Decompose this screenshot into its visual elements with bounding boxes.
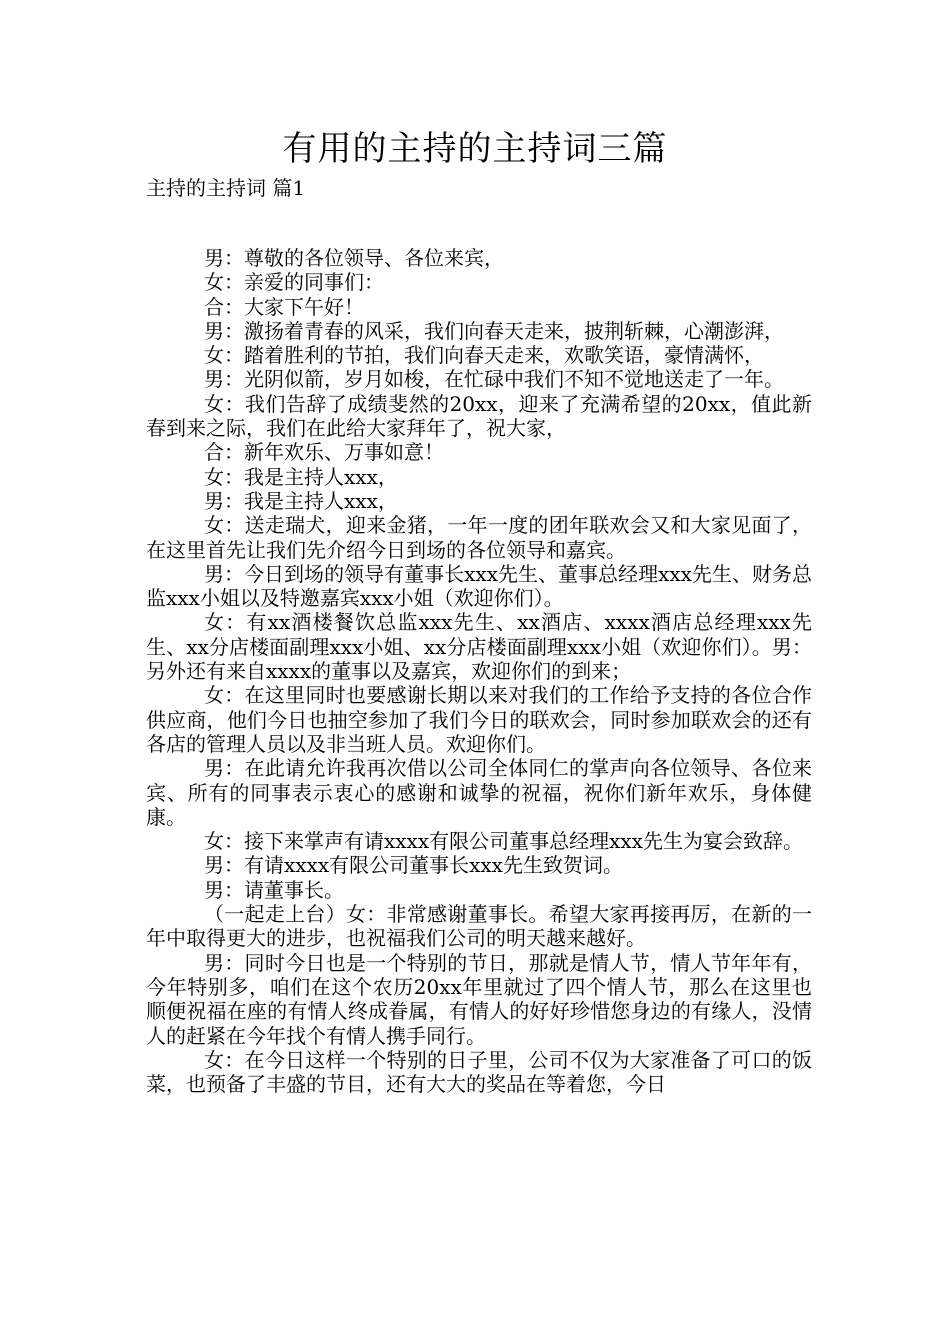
paragraph: 女：我是主持人xxx， [204, 464, 398, 489]
paragraph: 男：今日到场的领导有董事长xxx先生、董事总经理xxx先生、财务总监xxx小姐以及特邀嘉宾xxx小姐（欢迎你们）。 [146, 561, 812, 611]
document-title: 有用的主持的主持词三篇 [282, 129, 668, 169]
paragraph: 女：送走瑞犬，迎来金猪，一年一度的团年联欢会又和大家见面了，在这里首先让我们先介绍今日到场的各位领导和嘉宾。 [146, 513, 812, 562]
paragraph: 男：在此请允许我再次借以公司全体同仁的掌声向各位领导、各位来宾、所有的同事表示衷心的感谢和诚挚的祝福，祝你们新年欢乐，身体健康。 [146, 756, 812, 829]
paragraph: 男：我是主持人xxx， [204, 488, 398, 513]
paragraph: 女：在今日这样一个特别的日子里，公司不仅为大家准备了可口的饭菜，也预备了丰盛的节目，还有大大的奖品在等着您，今日 [146, 1047, 812, 1097]
section-title: 主持的主持词 篇1 [146, 176, 306, 200]
paragraph: 男：光阴似箭，岁月如梭，在忙碌中我们不知不觉地送走了一年。 [204, 367, 784, 392]
paragraph: 女：踏着胜利的节拍，我们向春天走来，欢歌笑语，豪情满怀， [204, 343, 764, 368]
paragraph: 女：在这里同时也要感谢长期以来对我们的工作给予支持的各位合作供应商，他们今日也抽空参加了我们今日的联欢会，同时参加联欢会的还有各店的管理人员以及非当班人员。欢迎你们。 [146, 683, 812, 756]
paragraph: 男：尊敬的各位领导、各位来宾， [204, 246, 504, 270]
paragraph: 合：大家下午好！ [204, 294, 364, 319]
paragraph: 男：请董事长。 [204, 877, 344, 902]
paragraph: 女：亲爱的同事们： [204, 270, 384, 295]
document-body [146, 246, 812, 1096]
paragraph: 女：有xx酒楼餐饮总监xxx先生、xx酒店、xxxx酒店总经理xxx先生、xx分店楼面副理xxx小姐、xx分店楼面副理xxx小姐（欢迎你们）。男：另外还有来自xxxx的董事以及嘉宾，欢迎你们的到来； [146, 610, 812, 684]
paragraph: 合：新年欢乐、万事如意！ [204, 440, 444, 465]
paragraph: （一起走上台）女：非常感谢董事长。希望大家再接再厉，在新的一年中取得更大的进步，也祝福我们公司的明天越来越好。 [146, 902, 812, 951]
paragraph: 女：接下来掌声有请xxxx有限公司董事总经理xxx先生为宴会致辞。 [204, 829, 803, 854]
paragraph: 男：激扬着青春的风采，我们向春天走来，披荆斩棘，心潮澎湃， [204, 318, 784, 343]
paragraph: 男：有请xxxx有限公司董事长xxx先生致贺词。 [204, 853, 623, 878]
paragraph: 女：我们告辞了成绩斐然的20xx，迎来了充满希望的20xx，值此新春到来之际，我们在此给大家拜年了，祝大家， [146, 391, 812, 441]
paragraph: 男：同时今日也是一个特别的节日，那就是情人节，情人节年年有，今年特别多，咱们在这个农历20xx年里就过了四个情人节，那么在这里也顺便祝福在座的有情人终成眷属，有情人的好好珍惜您身边的有缘人，没情人的赶紧在今年找个有情人携手同行。 [146, 950, 812, 1048]
